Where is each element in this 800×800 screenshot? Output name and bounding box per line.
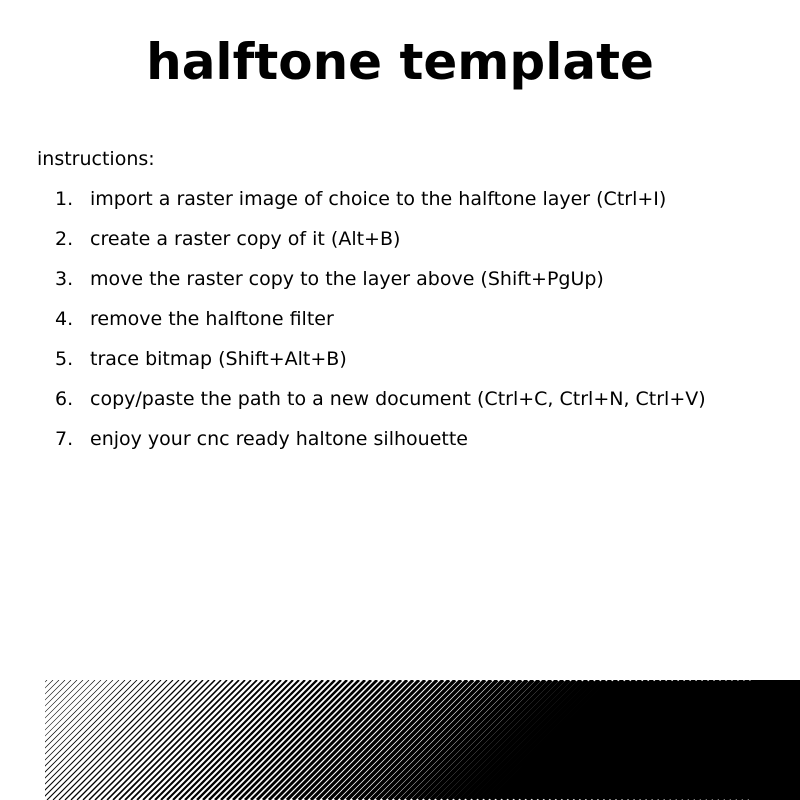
step-number: 4. <box>55 308 74 330</box>
hatch-line <box>0 680 35 800</box>
step-text: enjoy your cnc ready haltone silhouette <box>90 428 468 450</box>
hatch-line <box>0 680 101 800</box>
hatch-line <box>0 680 89 800</box>
step-number: 2. <box>55 228 74 250</box>
list-item <box>0 186 800 226</box>
hatch-line <box>0 680 41 800</box>
list-item <box>0 426 800 466</box>
solid-black-block <box>752 680 800 800</box>
step-number: 6. <box>55 388 74 410</box>
hatch-line <box>0 680 47 800</box>
step-text: remove the halftone filter <box>90 308 334 330</box>
hatch-line <box>0 680 53 800</box>
step-number: 1. <box>55 188 74 210</box>
hatch-line <box>0 680 59 800</box>
step-text: trace bitmap (Shift+Alt+B) <box>90 348 347 370</box>
halftone-gradient <box>0 680 800 800</box>
hatch-line <box>0 680 65 800</box>
instructions-list <box>0 186 800 466</box>
step-text: copy/paste the path to a new document (Ctrl+C, Ctrl+N, Ctrl+V) <box>90 388 706 410</box>
hatch-lines <box>0 680 800 800</box>
hatch-line <box>0 680 113 800</box>
step-number: 7. <box>55 428 74 450</box>
list-item <box>0 346 800 386</box>
hatch-line <box>0 680 71 800</box>
list-item <box>0 306 800 346</box>
step-text: create a raster copy of it (Alt+B) <box>90 228 401 250</box>
list-item <box>0 266 800 306</box>
list-item <box>0 226 800 266</box>
instructions-label: instructions: <box>37 148 155 170</box>
step-text: move the raster copy to the layer above (Shift+PgUp) <box>90 268 604 290</box>
step-number: 3. <box>55 268 74 290</box>
list-item <box>0 386 800 426</box>
step-text: import a raster image of choice to the halftone layer (Ctrl+I) <box>90 188 667 210</box>
step-number: 5. <box>55 348 74 370</box>
page-title: halftone template <box>146 33 654 91</box>
